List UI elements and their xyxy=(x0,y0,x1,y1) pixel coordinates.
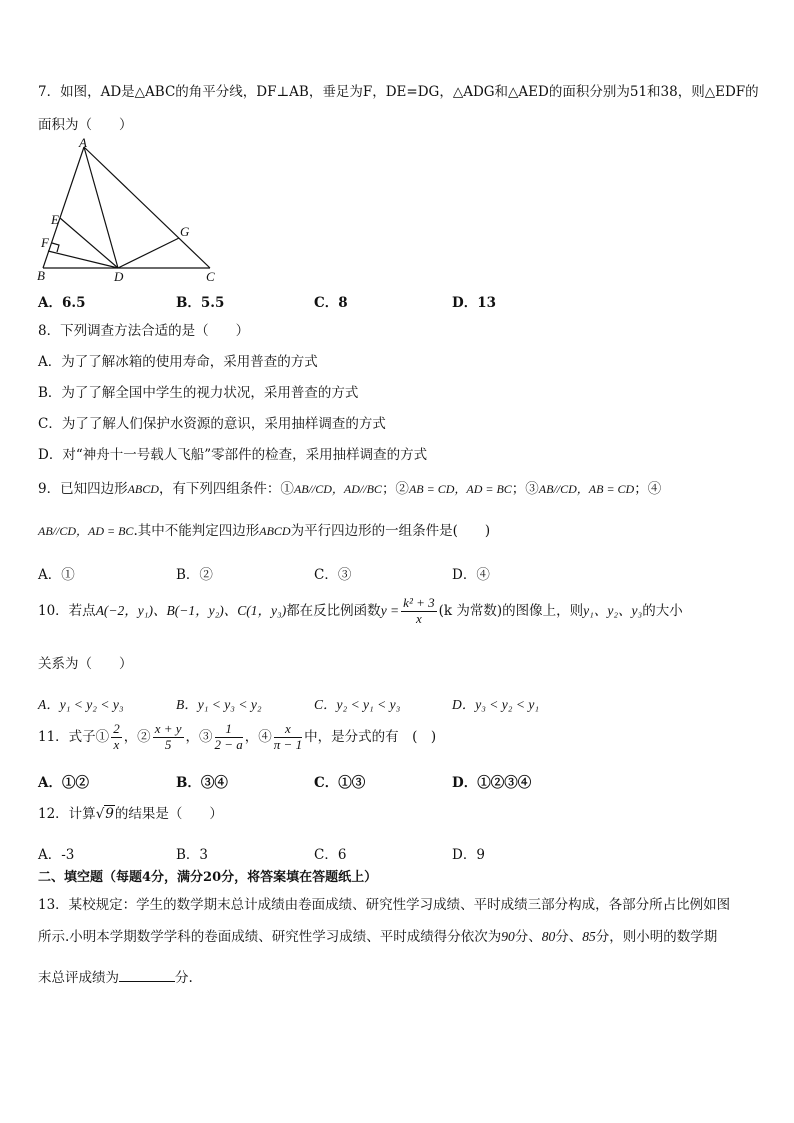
q8-option-d: D．对“神舟十一号载人飞船”零部件的检查，采用抽样调查的方式 xyxy=(38,447,428,463)
label-G: G xyxy=(180,224,190,239)
q12-option-b: B．3 xyxy=(176,847,209,863)
label-D: D xyxy=(114,269,124,284)
q12-option-d: D．9 xyxy=(452,847,485,863)
q9-option-d: D．④ xyxy=(452,567,490,583)
q11-option-d: D．①②③④ xyxy=(452,775,532,791)
section-heading-fill-in: 二、填空题（每题4分，满分20分，将答案填在答题纸上） xyxy=(38,870,378,885)
q12-option-a: A．-3 xyxy=(38,847,75,863)
q12-option-c: C．6 xyxy=(314,847,347,863)
q8-option-a: A．为了了解冰箱的使用寿命，采用普查的方式 xyxy=(38,354,318,370)
q10-stem-line2: 关系为（ ） xyxy=(38,656,133,672)
q7-option-c: C．8 xyxy=(314,295,348,311)
q10-option-d: D．y₃ < y₂ < y₁ xyxy=(452,697,540,712)
q10-option-c: C．y₂ < y₁ < y₃ xyxy=(314,697,401,712)
q9-option-b: B．② xyxy=(176,567,213,583)
q9-stem-line1: 9．已知四边形ABCD，有下列四组条件：①AB//CD，AD//BC；②AB = CD，AD = BC；③AB//CD，AB = CD；④ xyxy=(38,481,662,497)
q7-option-b: B．5.5 xyxy=(176,295,225,311)
sqrt-expression: √9 xyxy=(95,806,114,822)
q9-option-a: A．① xyxy=(38,567,75,583)
q8-stem: 8．下列调查方法合适的是（ ） xyxy=(38,323,250,339)
q9-option-c: C．③ xyxy=(314,567,352,583)
q8-option-b: B．为了了解全国中学生的视力状况，采用普查的方式 xyxy=(38,385,359,401)
q13-line3: 末总评成绩为 分. xyxy=(38,970,193,986)
q10-fraction: $\frac{\text{k² + 3}}{x}$ xyxy=(403,595,435,626)
label-C: C xyxy=(206,269,215,284)
q13-line2: 所示.小明本学期数学学科的卷面成绩、研究性学习成绩、平时成绩得分依次为90分、80分、85分，则小明的数学期 xyxy=(38,929,718,945)
q10-option-a: A．y₁ < y₂ < y₃ xyxy=(38,697,124,712)
q7-stem-line2: 面积为（ ） xyxy=(38,117,133,133)
answer-blank[interactable] xyxy=(119,968,175,982)
q7-stem-line1: 7．如图，AD是△ABC的角平分线，DF⊥AB，垂足为F，DE=DG，△ADG和△AED的面积分别为51和38，则△EDF的 xyxy=(38,84,759,100)
q12-stem: 12．计算√9的结果是（ ） xyxy=(38,806,223,822)
q11-stem: 11．式子① $\frac{2}{x}$ ，② $\frac{x + y}{5}$ ，③ $\frac{1}{2 - a}$ ，④ $\frac{x}{\pi - 1}$ 中，是分式的有 ( ) xyxy=(38,721,437,752)
label-E: E xyxy=(51,212,59,227)
q7-option-a: A．6.5 xyxy=(38,295,86,311)
q10-option-b: B．y₁ < y₃ < y₂ xyxy=(176,697,262,712)
label-B: B xyxy=(37,268,45,283)
q9-stem-line2: AB//CD，AD = BC.其中不能判定四边形ABCD为平行四边形的一组条件是( ) xyxy=(38,523,491,539)
q7-triangle-figure xyxy=(30,136,230,284)
q11-option-b: B．③④ xyxy=(176,775,228,791)
q13-line1: 13．某校规定：学生的数学期末总计成绩由卷面成绩、研究性学习成绩、平时成绩三部分构成，各部分所占比例如图 xyxy=(38,897,731,913)
label-F: F xyxy=(41,235,49,250)
q8-option-c: C．为了了解人们保护水资源的意识，采用抽样调查的方式 xyxy=(38,416,386,432)
q11-option-c: C．①③ xyxy=(314,775,366,791)
label-A: A xyxy=(79,136,87,150)
q10-stem-line1: 10．若点A(−2，y₁)、B(−1，y₂)、C(1，y₃)都在反比例函数y = $\frac{\text{k² + 3}}{x}$ (k 为常数)的图像上，则y₁、y₂、y₃的大小 xyxy=(38,595,683,626)
q11-option-a: A．①② xyxy=(38,775,89,791)
q7-option-d: D．13 xyxy=(452,295,496,311)
